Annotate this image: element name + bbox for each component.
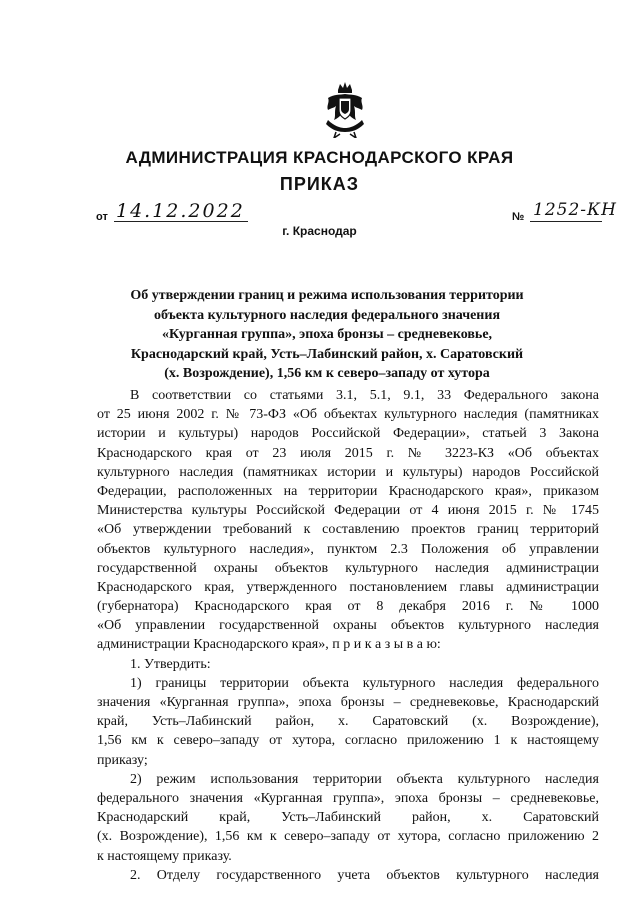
handwritten-date: 14.12.2022	[116, 200, 245, 222]
coat-of-arms-icon	[322, 82, 368, 138]
body-line: (х. Возрождение), 1,56 км к северо–западу от хутора, согласно приложению 2	[97, 829, 599, 845]
body-line: администрации Краснодарского края», п р и к а з ы в а ю:	[97, 637, 441, 653]
number-label: №	[512, 211, 525, 223]
body-line: «Об утверждении требований к составлению проектов границ территорий	[97, 522, 599, 538]
body-line: 1. Утвердить:	[130, 656, 211, 672]
body-line: край, Усть–Лабинский район, х. Саратовский (х. Возрождение),	[97, 714, 599, 730]
body-line: «Об управлении государственной охраны объектов культурного наследия	[97, 618, 599, 634]
body-line: В соответствии со статьями 3.1, 5.1, 9.1, 33 Федерального закона	[130, 388, 599, 403]
body-line: к настоящему приказу.	[97, 848, 232, 864]
body-line: от 25 июня 2002 г. № 73-ФЗ «Об объектах культурного наследия (памятниках	[97, 407, 599, 423]
title-line: Об утверждении границ и режима использования территории	[130, 288, 524, 303]
body-line: 1) границы территории объекта культурного наследия федерального	[130, 675, 599, 691]
document-type: ПРИКАЗ	[279, 174, 360, 194]
body-line: 2. Отделу государственного учета объектов культурного наследия	[130, 867, 599, 883]
body-line: объектов культурного наследия», пунктом 2.3 Положения об управлении	[97, 541, 599, 557]
title-line: Краснодарский край, Усть–Лабинский район, х. Саратовский	[130, 346, 524, 362]
city: г. Краснодар	[282, 224, 357, 238]
body-line: 2) режим использования территории объекта культурного наследия	[130, 771, 599, 787]
order-title	[100, 286, 554, 384]
body-line: Федерации, расположенных на территории Краснодарского края», приказом	[97, 483, 599, 499]
body-line: Краснодарский край, Усть–Лабинский район, х. Саратовский	[97, 810, 599, 826]
organization-name: АДМИНИСТРАЦИЯ КРАСНОДАРСКОГО КРАЯ	[125, 148, 514, 167]
body-line: Министерства культуры Российской Федерации от 4 июня 2015 г. № 1745	[97, 503, 599, 519]
body-line: (губернатора) Краснодарского края от 8 декабря 2016 г. № 1000	[97, 599, 599, 615]
body-line: значения «Курганная группа», эпоха бронзы – средневековье, Краснодарский	[97, 695, 599, 710]
title-line: объекта культурного наследия федерального значения	[153, 307, 501, 323]
body-line: Краснодарского края, утвержденного постановлением главы администрации	[97, 579, 599, 595]
handwritten-number: 1252-КН	[533, 200, 617, 220]
date-label: от	[96, 211, 108, 223]
title-line: «Курганная группа», эпоха бронзы – средневековье,	[161, 327, 493, 342]
number-underline	[530, 221, 602, 222]
body-line: государственной охраны объектов культурного наследия администрации	[97, 560, 599, 576]
order-body	[97, 386, 599, 885]
body-line: Краснодарского края от 23 июля 2015 г. № 3223-КЗ «Об объектах	[97, 445, 599, 461]
body-line: федерального значения «Курганная группа», эпоха бронзы – средневековье,	[97, 790, 599, 806]
body-line: приказу;	[97, 752, 148, 768]
body-line: 1,56 км к северо–западу от хутора, согласно приложению 1 к настоящему	[97, 733, 599, 749]
title-line: (х. Возрождение), 1,56 км к северо–западу от хутора	[164, 366, 490, 381]
body-line: культурного наследия (памятниках истории и культуры) народов Российской	[97, 464, 599, 480]
body-line: истории и культуры) народов Российской Федерации», статьей 3 Закона	[97, 426, 599, 442]
